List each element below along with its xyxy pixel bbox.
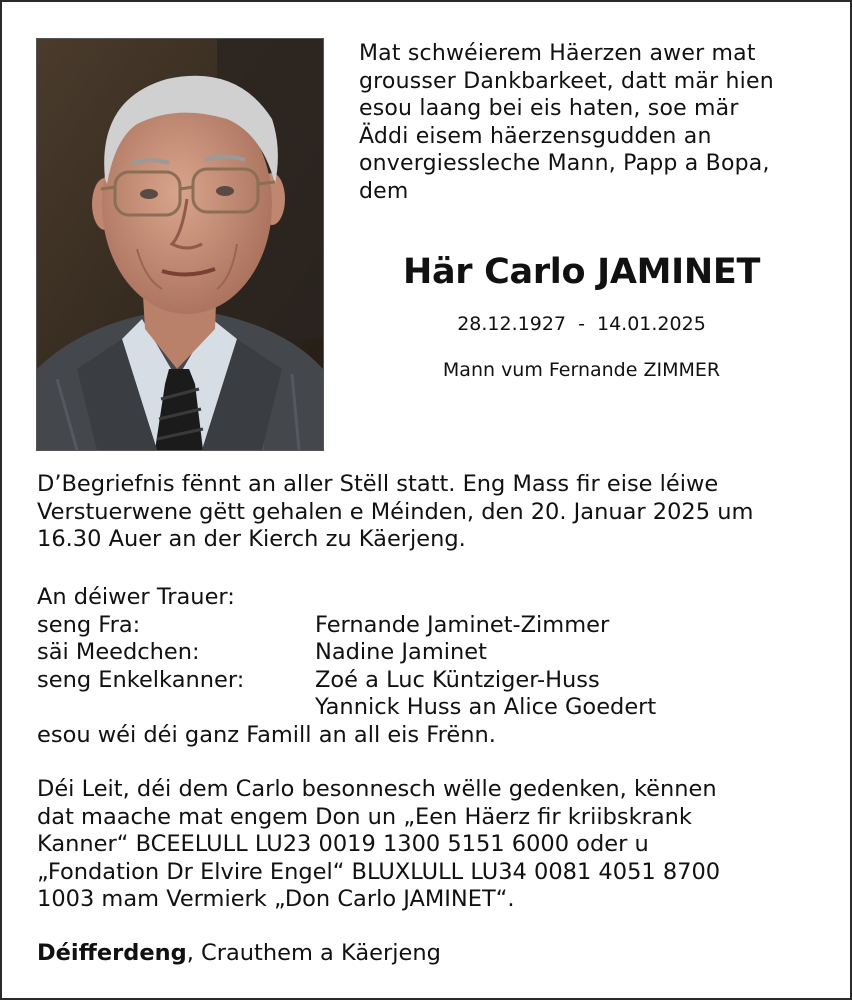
mourner-row xyxy=(37,694,827,722)
intro-line: grousser Dankbarkeet, datt mär hien xyxy=(359,68,774,94)
mourner-row xyxy=(37,639,827,667)
intro-line: Äddi eisem häerzensgudden an xyxy=(359,123,712,149)
donation-line: „Fondation Dr Elvire Engel“ BLUXLULL LU34 0081 4051 8700 xyxy=(37,858,721,885)
mourner-names: Zoé a Luc Küntziger-Huss xyxy=(315,666,600,693)
location-rest: , Crauthem a Käerjeng xyxy=(186,940,441,966)
intro-line: onvergiessleche Mann, Papp a Bopa, xyxy=(359,151,770,176)
mourners-list xyxy=(37,584,827,749)
mourner-relation: seng Fra: xyxy=(37,611,141,638)
funeral-line: 16.30 Auer an der Kierch zu Käerjeng. xyxy=(37,526,466,552)
donation-line: dat maache mat engem Don un „Een Häerz fir kriibskrank xyxy=(37,803,692,830)
mourner-row xyxy=(37,612,827,640)
mourner-relation: seng Enkelkanner: xyxy=(37,666,245,693)
funeral-details xyxy=(37,471,827,554)
portrait-photo xyxy=(36,38,324,451)
mourner-row xyxy=(37,667,827,695)
life-dates: 28.12.1927 - 14.01.2025 xyxy=(457,313,706,335)
intro-line: Mat schwéierem Häerzen awer mat xyxy=(359,41,756,66)
mourner-relation: säi Meedchen: xyxy=(37,639,200,665)
donation-details xyxy=(37,776,827,914)
spouse-line: Mann vum Fernande ZIMMER xyxy=(442,359,721,381)
donation-line: 1003 mam Vermierk „Don Carlo JAMINET“. xyxy=(37,886,515,912)
mourners-heading: An déiwer Trauer: xyxy=(37,584,235,610)
intro-line: dem xyxy=(359,178,409,204)
mourner-names: Nadine Jaminet xyxy=(315,639,487,665)
mourners-closing: esou wéi déi ganz Famill an all eis Frënn. xyxy=(37,721,496,748)
donation-line: Déi Leit, déi dem Carlo besonnesch wëlle gedenken, kënnen xyxy=(37,776,717,802)
portrait-illustration xyxy=(37,39,323,450)
location-line xyxy=(37,940,827,968)
donation-line: Kanner“ BCEELULL LU23 0019 1300 5151 6000 oder u xyxy=(37,831,649,857)
mourner-names: Yannick Huss an Alice Goedert xyxy=(315,694,657,720)
location-primary: Déifferdeng xyxy=(37,940,187,966)
intro-line: esou laang bei eis haten, soe mär xyxy=(359,96,739,121)
mourner-names: Fernande Jaminet-Zimmer xyxy=(315,611,610,638)
intro-text xyxy=(359,40,819,205)
funeral-line: Verstuerwene gëtt gehalen e Méinden, den 20. Januar 2025 um xyxy=(37,498,754,525)
deceased-name: Här Carlo JAMINET xyxy=(402,252,761,292)
funeral-line: D’Begriefnis fënnt an aller Stëll statt. Eng Mass fir eise léiwe xyxy=(37,471,719,497)
